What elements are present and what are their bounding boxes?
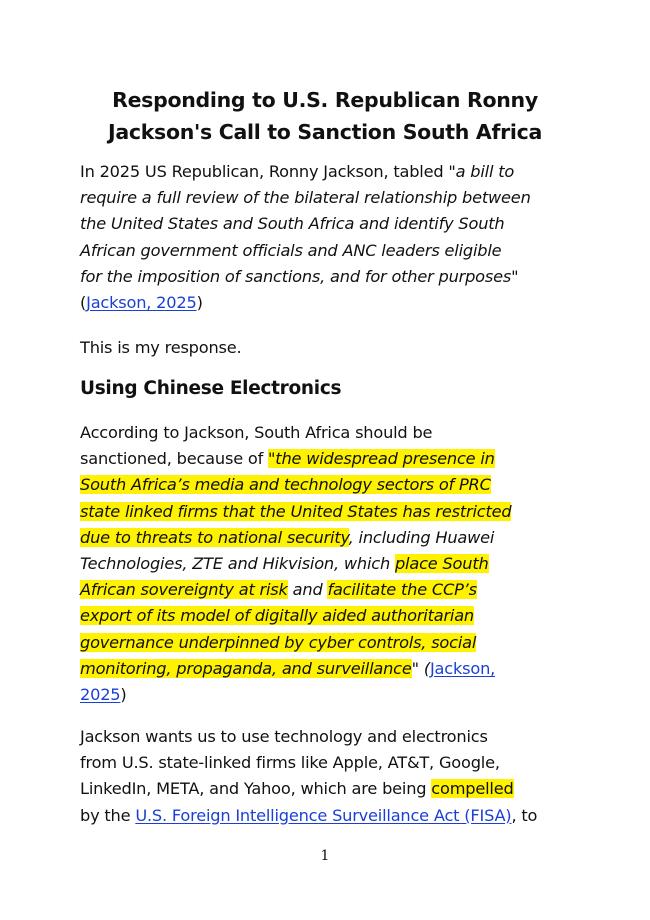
page-title — [60, 84, 590, 148]
highlighted-quote: place South — [394, 554, 489, 574]
intro-quote: the United States and South Africa and identify South — [80, 214, 505, 234]
paren: ( — [80, 293, 87, 313]
citation-link[interactable]: Jackson, — [429, 658, 496, 678]
intro-paragraph — [80, 159, 600, 316]
highlighted-quote: state linked firms that the United States has restricted — [80, 501, 512, 521]
section-heading: Using Chinese Electronics — [80, 378, 342, 399]
fisa-link[interactable]: U.S. Foreign Intelligence Surveillance Act (FISA) — [135, 805, 512, 825]
para-text: by the — [80, 805, 136, 825]
quote-text: and — [287, 580, 328, 600]
intro-quote: require a full review of the bilateral relationship between — [80, 188, 531, 208]
paren: ) — [120, 685, 127, 705]
highlighted-quote: South Africa’s media and technology sectors of PRC — [80, 475, 491, 495]
highlighted-quote: governance underpinned by cyber controls, social — [80, 632, 477, 652]
intro-quote: for the imposition of sanctions, and for other purposes" — [80, 266, 519, 286]
title-line-2: Jackson's Call to Sanction South Africa — [108, 120, 542, 144]
intro-lead: In 2025 US Republican, Ronny Jackson, tabled — [80, 162, 449, 181]
citation-link[interactable]: Jackson, 2025 — [86, 293, 197, 313]
para-text: sanctioned, because of — [80, 449, 269, 469]
quote-text: " ( — [411, 658, 430, 678]
highlighted-quote: due to threats to national security — [80, 527, 349, 547]
para-text: , to — [511, 805, 538, 825]
quote-text: , including Huawei — [348, 527, 495, 547]
title-line-1: Responding to U.S. Republican Ronny — [112, 88, 538, 112]
response-text: This is my response. — [80, 338, 242, 357]
intro-quote: "a bill to — [448, 162, 515, 181]
intro-quote: African government officials and ANC leaders eligible — [80, 240, 502, 260]
response-paragraph — [80, 335, 600, 361]
highlighted-quote: export of its model of digitally aided authoritarian — [80, 606, 474, 626]
quote-text: Technologies, ZTE and Hikvision, which — [80, 554, 395, 574]
chinese-electronics-paragraph — [80, 420, 600, 708]
paren: ) — [196, 293, 203, 313]
highlighted-word: compelled — [431, 779, 514, 799]
us-tech-paragraph — [80, 724, 600, 829]
citation-link[interactable]: 2025 — [80, 685, 121, 705]
para-text: According to Jackson, South Africa should be — [80, 423, 433, 442]
para-text: from U.S. state-linked firms like Apple, AT&T, Google, — [80, 753, 500, 773]
highlighted-quote: monitoring, propaganda, and surveillance — [80, 658, 412, 678]
highlighted-quote: African sovereignty at risk — [80, 580, 288, 600]
highlighted-quote: facilitate the CCP’s — [327, 580, 477, 600]
para-text: LinkedIn, META, and Yahoo, which are being — [80, 779, 432, 799]
highlighted-quote: "the widespread presence in — [268, 449, 495, 469]
page-number: 1 — [320, 848, 330, 864]
para-text: Jackson wants us to use technology and electronics — [80, 727, 488, 746]
